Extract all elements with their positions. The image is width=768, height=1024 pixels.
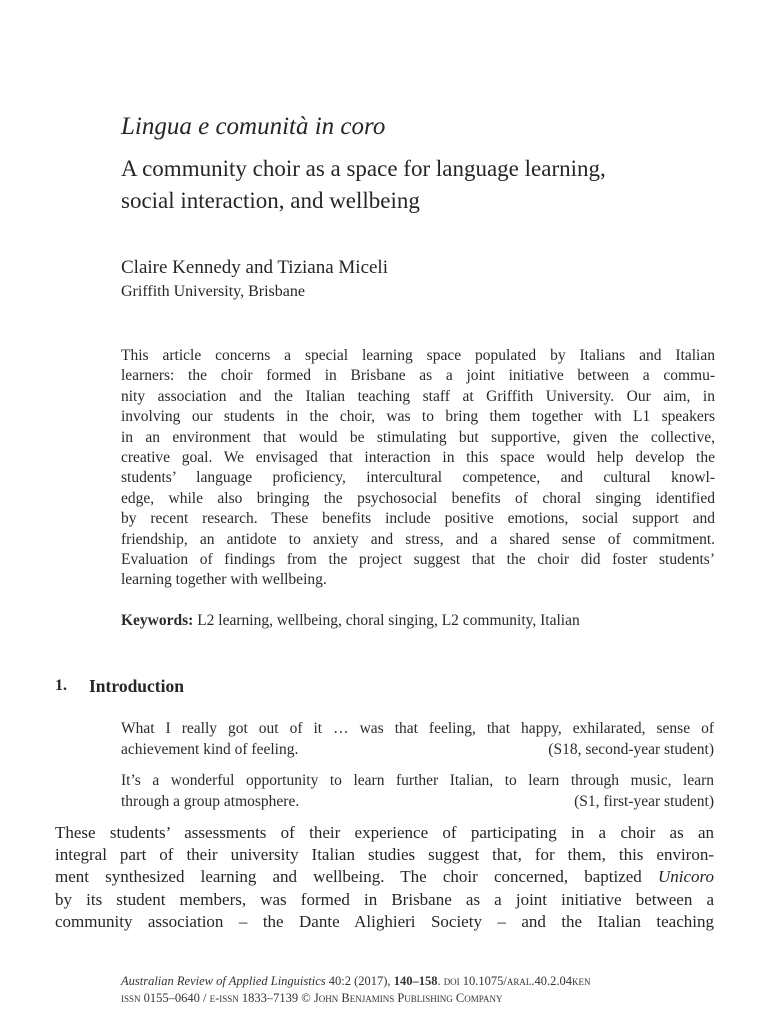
subtitle-line: A community choir as a space for language learning, (121, 156, 606, 181)
abstract-line: learning together with wellbeing. (121, 571, 327, 589)
block-quote (121, 771, 714, 812)
doi: . doi 10.1075/aral.40.2.04ken (437, 974, 591, 988)
affiliation: Griffith University, Brisbane (121, 283, 305, 300)
section-number: 1. (55, 677, 67, 694)
page-range: 140–158 (393, 974, 438, 988)
body-line: integral part of their university Italian studies suggest that, for them, this environ- (55, 845, 714, 865)
abstract-line: friendship, an antidote to anxiety and stress, and a shared sense of commitment. (121, 530, 715, 548)
quote-line: achievement kind of feeling. (121, 740, 299, 758)
quote-line: What I really got out of it … was that feeling, that happy, exhilarated, sense of (121, 720, 714, 737)
article-title: Lingua e comunità in coro (121, 113, 386, 140)
subtitle-line: social interaction, and wellbeing (121, 188, 420, 213)
body-line: community association – the Dante Alighieri Society – and the Italian teaching (55, 911, 714, 931)
authors: Claire Kennedy and Tiziana Miceli (121, 257, 388, 278)
body-line (55, 866, 714, 888)
keywords-label: Keywords: (121, 612, 194, 629)
abstract-line: by recent research. These benefits include positive emotions, social support and (121, 510, 715, 528)
quote-line: It’s a wonderful opportunity to learn further Italian, to learn through music, learn (121, 772, 714, 789)
quote-line: through a group atmosphere. (121, 792, 300, 810)
abstract-line: Evaluation of findings from the project suggest that the choir did foster students’ (121, 551, 715, 569)
body-line-text: ment synthesized learning and wellbeing. The choir concerned, baptized (55, 867, 642, 887)
abstract-line: nity association and the Italian teaching staff at Griffith University. Our aim, in (121, 387, 715, 405)
section-heading: Introduction (89, 676, 184, 696)
body-paragraph (55, 822, 714, 933)
block-quote (121, 719, 714, 760)
abstract-line: edge, while also bringing the psychosocial benefits of choral singing identified (121, 489, 715, 507)
choir-name: Unicoro (657, 867, 714, 887)
keywords (121, 612, 580, 630)
abstract (121, 346, 715, 591)
abstract-line: involving our students in the choir, was to bring them together with L1 speakers (121, 408, 715, 426)
citation-line (121, 973, 591, 990)
abstract-line: learners: the choir formed in Brisbane as a joint initiative between a commu- (121, 367, 715, 385)
abstract-line: creative goal. We envisaged that interaction in this space would help develop the (121, 449, 715, 467)
issn-line: issn 0155–0640 / e-issn 1833–7139 © John Benjamins Publishing Company (121, 991, 503, 1005)
body-line: These students’ assessments of their experience of participating in a choir as an (55, 823, 714, 842)
journal-name: Australian Review of Applied Linguistics (121, 974, 326, 988)
abstract-line: students’ language proficiency, intercultural competence, and cultural knowl- (121, 469, 715, 487)
quote-source: (S1, first-year student) (574, 792, 714, 810)
page-footer (121, 973, 591, 1007)
article-subtitle (121, 153, 721, 217)
body-line: by its student members, was formed in Brisbane as a joint initiative between a (55, 889, 714, 909)
journal-volume: 40:2 (2017), (325, 974, 394, 988)
abstract-line: This article concerns a special learning space populated by Italians and Italian (121, 347, 715, 364)
keywords-text: L2 learning, wellbeing, choral singing, L2 community, Italian (197, 612, 580, 629)
abstract-line: in an environment that would be stimulating but supportive, given the collective, (121, 428, 715, 446)
quote-source: (S18, second-year student) (548, 740, 714, 758)
